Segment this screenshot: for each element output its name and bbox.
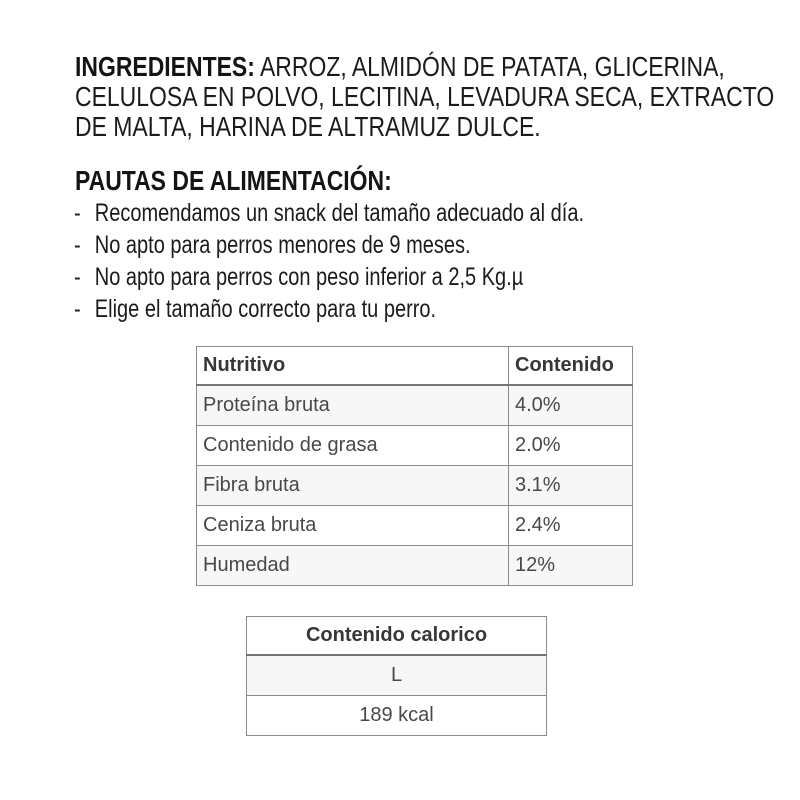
- list-item-text: No apto para perros menores de 9 meses.: [94, 231, 471, 259]
- content-column-header: Contenido: [509, 347, 633, 386]
- table-row: [197, 506, 633, 546]
- nutrient-label: Proteína bruta: [197, 385, 509, 426]
- size-value: L: [247, 655, 547, 696]
- dash-bullet-icon: -: [74, 231, 81, 259]
- ingredients-label: INGREDIENTES:: [75, 51, 255, 82]
- list-item: [74, 197, 584, 229]
- nutrient-label: Humedad: [197, 546, 509, 586]
- nutrient-value: 2.4%: [509, 506, 633, 546]
- table-row: [197, 426, 633, 466]
- nutrient-value: 12%: [509, 546, 633, 586]
- ingredients-paragraph: [75, 52, 800, 142]
- list-item: [74, 293, 584, 325]
- nutrient-label: Contenido de grasa: [197, 426, 509, 466]
- nutrient-column-header: Nutritivo: [197, 347, 509, 386]
- list-item: [74, 229, 584, 261]
- ingredients-line-3: DE MALTA, HARINA DE ALTRAMUZ DULCE.: [75, 111, 541, 142]
- ingredients-line-1: [75, 52, 774, 82]
- list-item-text: Recomendamos un snack del tamaño adecuado al día.: [94, 199, 585, 227]
- feeding-guidelines-list: [74, 197, 712, 325]
- nutrient-value: 3.1%: [509, 466, 633, 506]
- nutrient-value: 2.0%: [509, 426, 633, 466]
- caloric-content-table: [246, 616, 547, 736]
- nutrient-value: 4.0%: [509, 385, 633, 426]
- list-item-text: Elige el tamaño correcto para tu perro.: [94, 295, 437, 323]
- caloric-table-header-row: [247, 617, 547, 656]
- list-item: [74, 261, 584, 293]
- ingredients-line-1-text: ARROZ, ALMIDÓN DE PATATA, GLICERINA,: [254, 51, 725, 82]
- dash-bullet-icon: -: [74, 199, 81, 227]
- table-row: [197, 546, 633, 586]
- feeding-guidelines-heading: PAUTAS DE ALIMENTACIÓN:: [75, 165, 392, 196]
- kcal-value: 189 kcal: [247, 696, 547, 736]
- nutrient-label: Fibra bruta: [197, 466, 509, 506]
- table-row: [197, 385, 633, 426]
- nutrient-label: Ceniza bruta: [197, 506, 509, 546]
- ingredients-line-2: CELULOSA EN POLVO, LECITINA, LEVADURA SECA, EXTRACTO: [75, 81, 775, 112]
- nutrition-table-header-row: [197, 347, 633, 386]
- table-row: [197, 466, 633, 506]
- dash-bullet-icon: -: [74, 263, 81, 291]
- table-row: [247, 655, 547, 696]
- caloric-table-header: Contenido calorico: [247, 617, 547, 656]
- list-item-text: No apto para perros con peso inferior a 2,5 Kg.µ: [94, 263, 524, 291]
- nutrition-table: [196, 346, 633, 586]
- table-row: [247, 696, 547, 736]
- dash-bullet-icon: -: [74, 295, 81, 323]
